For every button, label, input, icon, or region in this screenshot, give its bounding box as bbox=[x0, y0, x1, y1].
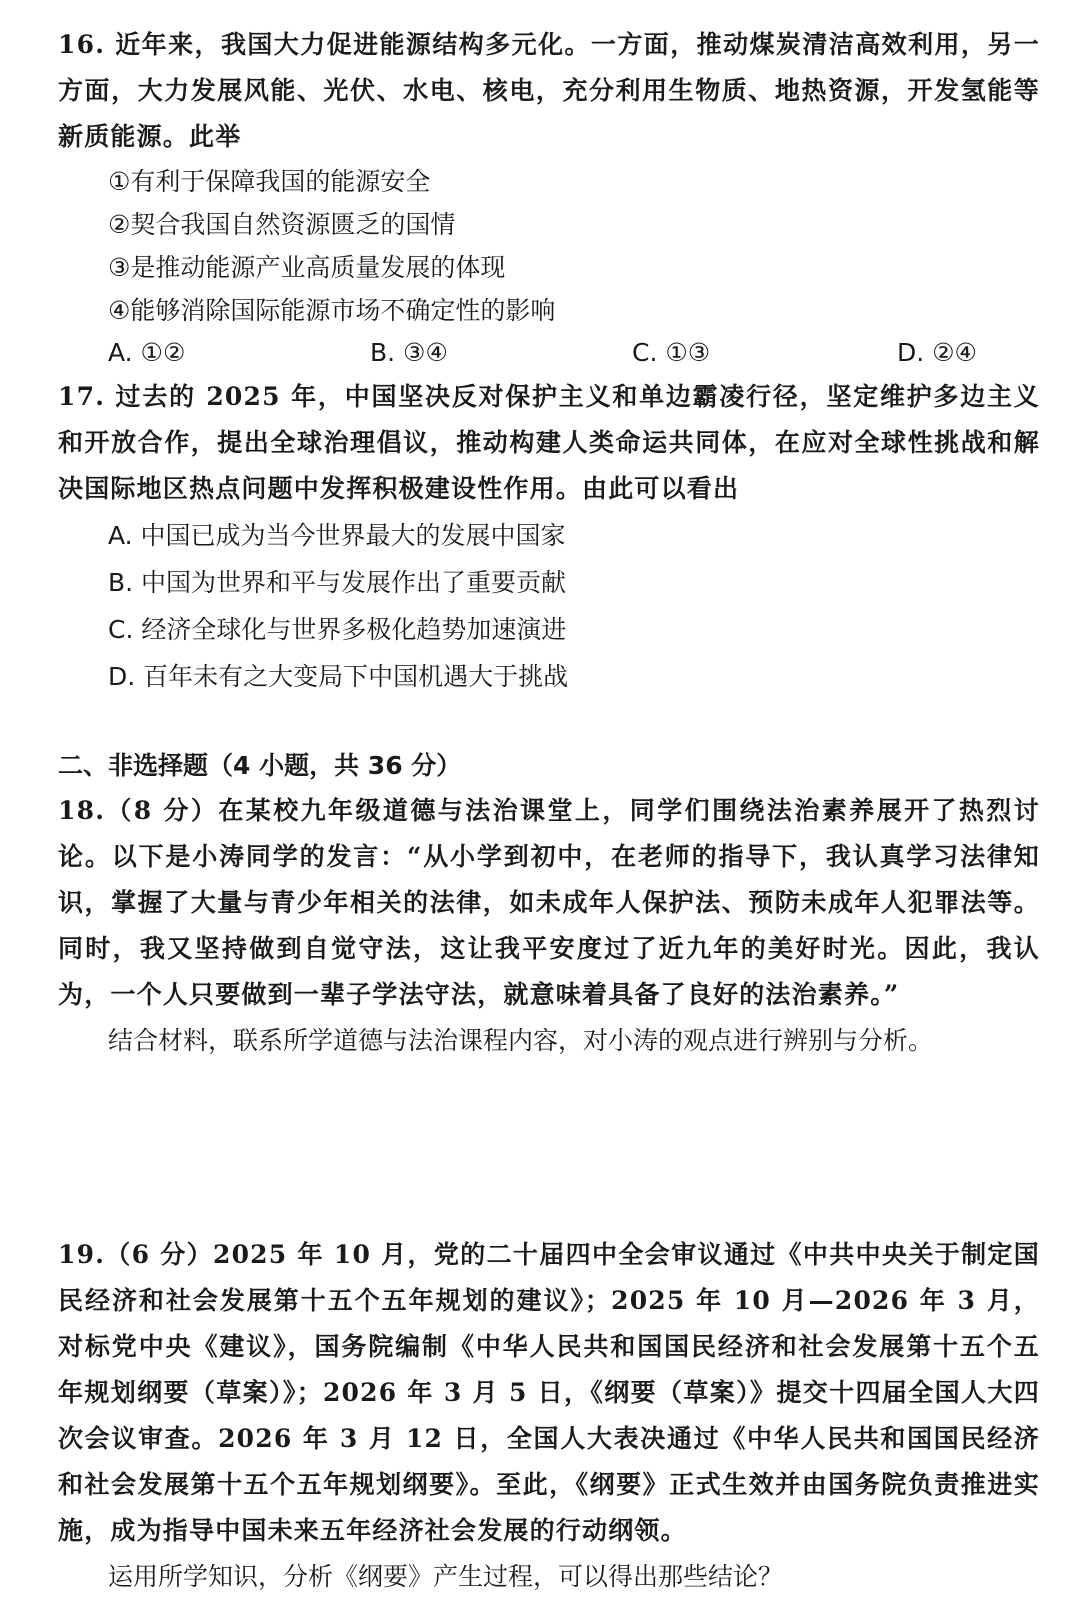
question-19-stem: 19.（6 分）2025 年 10 月，党的二十届四中全会审议通过《中共中央关于制定国民经济和社会发展第十五个五年规划的建议》；2025 年 10 月—2026 年 3 月，对标党中央《建议》，国务院编制《中华人民共和国国民经济和社会发展第十五个五年规划纲要（草案）》；2026 年 3 月 5 日，《纲要（草案）》提交十四届全国人大四次会议审查。2026 年 3 月 12 日，全国人大表决通过《中华人民共和国国民经济和社会发展第十五个五年规划纲要》。至此，《纲要》正式生效并由国务院负责推进实施，成为指导中国未来五年经济社会发展的行动纲领。 bbox=[58, 1240, 1040, 1545]
section-2-title: 二、非选择题（4 小题，共 36 分） bbox=[58, 751, 462, 780]
question-16-item-1: ①有利于保障我国的能源安全 bbox=[108, 167, 431, 196]
question-18-stem: 18.（8 分）在某校九年级道德与法治课堂上，同学们围绕法治素养展开了热烈讨论。以下是小涛同学的发言：“从小学到初中，在老师的指导下，我认真学习法律知识，掌握了大量与青少年相关的法律，如未成年人保护法、预防未成年人犯罪法等。同时，我又坚持做到自觉守法，这让我平安度过了近九年的美好时光。因此，我认为，一个人只要做到一辈子学法守法，就意味着具备了良好的法治素养。” bbox=[58, 796, 1040, 1009]
question-16-option-b: B. ③④ bbox=[370, 338, 448, 367]
question-18-prompt: 结合材料，联系所学道德与法治课程内容，对小涛的观点进行辨别与分析。 bbox=[108, 1026, 934, 1055]
question-16 bbox=[58, 22, 1040, 374]
question-16-item-2: ②契合我国自然资源匮乏的国情 bbox=[108, 210, 456, 239]
question-19-prompt: 运用所学知识，分析《纲要》产生过程，可以得出那些结论？ bbox=[108, 1562, 784, 1591]
question-16-option-a: A. ①② bbox=[108, 338, 186, 367]
question-17-option-b: B. 中国为世界和平与发展作出了重要贡献 bbox=[108, 568, 567, 597]
question-16-stem: 16. 近年来，我国大力促进能源结构多元化。一方面，推动煤炭清洁高效利用，另一方面，大力发展风能、光伏、水电、核电，充分利用生物质、地热资源，开发氢能等新质能源。此举 bbox=[58, 30, 1040, 151]
question-17-option-a: A. 中国已成为当今世界最大的发展中国家 bbox=[108, 521, 566, 550]
question-17-stem: 17. 过去的 2025 年，中国坚决反对保护主义和单边霸凌行径，坚定维护多边主义和开放合作，提出全球治理倡议，推动构建人类命运共同体，在应对全球性挑战和解决国际地区热点问题中发挥积极建设性作用。由此可以看出 bbox=[58, 382, 1040, 503]
question-17-option-c: C. 经济全球化与世界多极化趋势加速演进 bbox=[108, 615, 567, 644]
question-16-option-c: C. ①③ bbox=[632, 338, 711, 367]
question-16-option-d: D. ②④ bbox=[897, 338, 977, 367]
question-17 bbox=[58, 374, 1040, 700]
question-16-item-4: ④能够消除国际能源市场不确定性的影响 bbox=[108, 296, 556, 325]
answer-space bbox=[58, 1064, 1040, 1232]
question-17-option-d: D. 百年未有之大变局下中国机遇大于挑战 bbox=[108, 662, 569, 691]
question-19 bbox=[58, 1232, 1040, 1600]
question-16-options bbox=[58, 332, 1040, 374]
question-18 bbox=[58, 788, 1040, 1064]
section-gap bbox=[58, 700, 1040, 744]
question-16-item-3: ③是推动能源产业高质量发展的体现 bbox=[108, 253, 506, 282]
